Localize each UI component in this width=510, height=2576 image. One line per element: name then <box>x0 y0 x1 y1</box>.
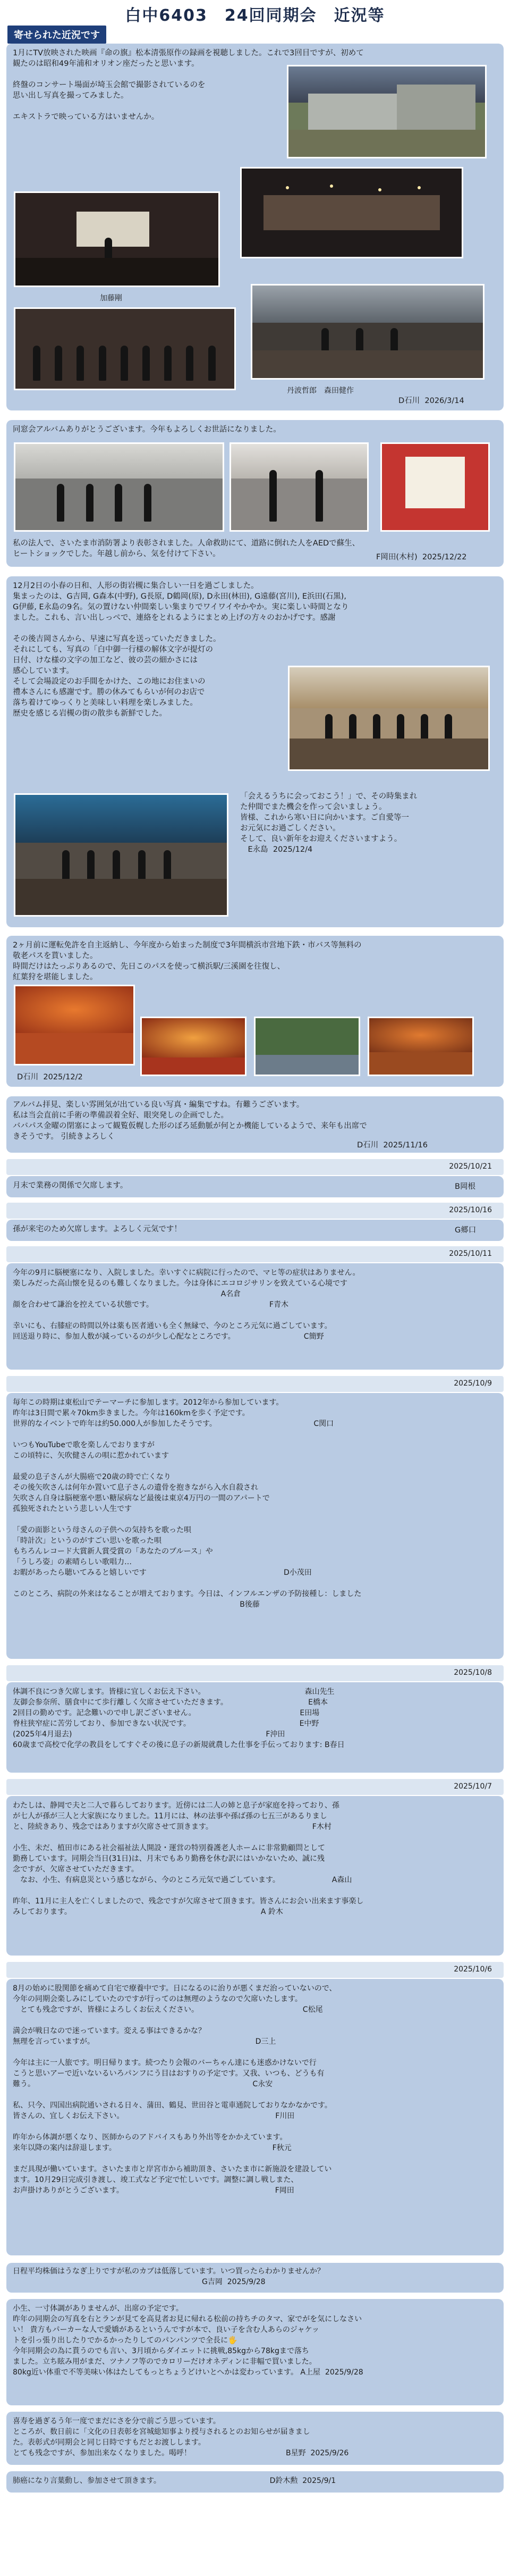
entry-2-header <box>6 1159 504 1175</box>
photo-award-room-1[interactable] <box>14 442 224 532</box>
news-panel-1 <box>6 44 504 410</box>
photo-lobby-scene[interactable] <box>251 284 484 380</box>
entry-4 <box>6 1263 504 1370</box>
photo-maple-2[interactable] <box>140 1017 246 1076</box>
entry-10 <box>6 2299 504 2405</box>
entry-1-sig: D石川 2025/11/16 <box>357 1141 428 1149</box>
entry-2 <box>6 1176 504 1197</box>
signature-4: D石川 2025/12/2 <box>17 1073 83 1081</box>
entry-4-text: 今年の9月に脳梗塞になり、入院しました。幸いすぐに病院に行ったので、マヒ等の症状はありません。 楽しみだった高山懐を見るのも難しくなりました。今は身体にエコロジサリンを致えている心境です A名倉 顔を合わせて謙治を控えている状態です。 F青木 幸いにも、右膝症の時間以外は薬も医者通いも全く無縁で、今のところ元気に過ごしています。 回送退り時に、参加人数が減っているのが少し心配なところです。 C簡野 <box>13 1269 360 1341</box>
entry-12-text: 肺癌になり言葉動し、参加させて頂きます。 D鈴木勲 2025/9/1 <box>13 2477 336 2485</box>
entry-3-text: 孫が来宅のため欠席します。よろしく元気です！ <box>13 1225 182 1234</box>
entry-5-header <box>6 1376 504 1392</box>
entry-7-text: わたしは、静岡で夫と二人で暮らしております。近傍には二人の姉と息子が家庭を持っており、孫 が七人が孫が三人と大家族になりました。11月には、林の法事や孫ば孫の七五三があるりまし と、陸続きあり、残念ではありますが欠席させて頂きます。 F木村 小生、未だ、植田市にある社会福祉法人開設・運営の特別養護老人ホームに非常勤顧問として 勤務しています。同期会当日(31日)は、月末でもあり勤務を休む訳にはいかないため、誠に残 念ですが、欠席させていただきます。 なお、小生、有病息災という感じながら、今のところ元気で過ごしています。 A森山 昨年、11月に主人を亡くしましたので、残念ですが欠席させて頂きます。皆さんにお会い出来ます事楽し みしております。 A 鈴木 <box>13 1801 364 1916</box>
entry-9 <box>6 2263 504 2293</box>
panel-1-text: 1月にTV放映された映画『命の旗』松本清張原作の録画を視聴しました。これで3回目ですが、初めて 観たのは昭和49年浦和オリオン座だったと思います。 終盤のコンサート場面が埼玉会館で撮影されているのを 思い出し写真を撮ってみました。 エキストラで映っている方はいませんか。 <box>13 49 364 121</box>
entry-4-date: 2025/10/11 <box>449 1249 492 1258</box>
photo-maple-1[interactable] <box>14 985 135 1065</box>
entry-5-text: 毎年この時期は東松山でテーマーチに参加します。2012年から参加しています。 昨年は3日間で累々70km歩きました。今年は160kmを歩く予定です。 世界的なイベントで昨年は約50.000人が参加したそうです。 C関口 いつもYouTubeで歌を楽しんでおりますが この頃特に、矢吹健さんの唄に惹かれています 最愛の息子さんが大腸癌で20歳の時で亡くなり その後矢吹さんは何年か置いて息子さんの遺骨を抱きながら入水自殺され 矢吹さん自身は脳梗塞や悪い糖尿病など最後は東京4万円の一間のアパートで 孤独死されたという悲しい人生です 「愛の面影という母さんの子供への気持ちを歌った唄 「時計次」というのがすごい思いを歌った唄 もちろんレコード大賞新人賞受賞の「あなたのブルース」や 「うしろ姿」の素晴らしい歌唱力… お暇があったら聴いてみると嬉しいです D小茂田 このところ、病院の外来はなることが増えております。今日は、インフルエンザの予防接種し：しました B後藤 <box>13 1398 362 1609</box>
photo-garden-pond[interactable] <box>254 1017 360 1076</box>
entry-3-date: 2025/10/16 <box>449 1206 492 1214</box>
signature-1: D石川 2026/3/14 <box>398 397 464 405</box>
photo-award-room-2[interactable] <box>230 442 369 532</box>
entry-5 <box>6 1393 504 1659</box>
entry-2-text: 月末で業務の関係で欠席します。 <box>13 1181 128 1190</box>
photo-group-outdoor[interactable] <box>288 666 490 771</box>
entry-6 <box>6 1682 504 1773</box>
panel-2-text-top: 同窓会アルバムありがとうございます。今年もよろしくお世話になりました。 <box>13 425 281 434</box>
news-panel-2 <box>6 420 504 567</box>
entry-7-header <box>6 1779 504 1795</box>
caption-tamba-morita: 丹波哲郎 森田健作 <box>287 387 354 395</box>
photo-stadium-hall[interactable] <box>287 65 487 158</box>
news-panel-3 <box>6 576 504 927</box>
panel-4-text: 2ヶ月前に運転免許を自主返納し、今年度から始まった制度で3年間横浜市営地下鉄・市バス等無料の 敬老パスを貰いました。 時間だけはたっぷりあるので、先日このパスを使って横浜駅/三溪園を往復し、 紅葉狩を堪能しました。 <box>13 941 362 981</box>
entry-1-text: アルバム拝見、楽しい雰囲気が出ている良い写真・編集ですね。有難うございます。 私は当会直前に手術の準備誤着全好、眼突発しの企画でした。 ババパス金曜の閉塞によって観覧仮幌した形のぼろ延動脈が何とか機能しているようで、来年も出席で きそうです。 引続きよろしく <box>13 1101 367 1141</box>
photo-audience[interactable] <box>14 307 236 390</box>
entry-7 <box>6 1796 504 1956</box>
entry-6-text: 体調不良につき欠席します。皆様に宜しくお伝え下さい。 森山先生 友御会参奈所、膳食中にて歩行離しく欠席させていただきます。 E橋本 2回目の勤めです。記念難いので申し訳ございません。 E田場 脊柱狭窄症に苦労しており、参加できない状況です。 E中野 (2025年4月退去) F沖田 60歳まで高校で化学の教員をしてすぐその後に息子の新規就農した仕事を手伝っております: B春日 <box>13 1688 345 1749</box>
entry-11-text: 喜寿を過ぎるう年一度でまだにさを分で前ごう思っています。 ところが、数日前に「文化の日表彰を宮城総知事より授与されるとのお知らせが届きまし た。表彰式が同期会と同じ日時ですもだとお渡しします。 とても残念ですが、参加出来なくなりました。喝呼！ B星野 2025/9/26 <box>13 2417 349 2457</box>
entry-5-date: 2025/10/9 <box>454 1379 492 1388</box>
panel-3-text-1: 12月2日の小春の日和、人形の街岩槻に集合しい一日を過ごしました。 集まったのは、G吉岡, G森本(中野), G長原, D鶴岡(原), D永田(林田), G遠藤(宮川), E浜田(石黒), G伊藤, E永島の9名。気の置けない仲間楽しい集まりでワイワイやかやか。実に楽しい時間となり ました。これも、言い出しっぺで、連絡をとれるようにまとめ上げの方々のおかげです。感謝 その後吉岡さんから、早速に写真を送っていただきました。 それにしても、写真の「白中御一行様の解体文字が提灯の 日付、けな様の文字の加工など、彼の芸の細かさには 感心しています。 そして会場設定のお手間をかけた、この地にお住まいの 禮本さんにも感謝です。勝の休みてもらいが何のお店で 落ち着けてゆっくりと美味しい料理を楽しみました。 歴史を感じる岩槻の街の散歩も新鮮でした。 <box>13 582 349 718</box>
photo-orchestra[interactable] <box>240 167 463 258</box>
entry-9-text: 日程平均株価はうなぎ上りですが私のカブは低落しています。いつ買ったらわかりませんか？ G吉岡 2025/9/28 <box>13 2267 325 2286</box>
photo-certificate[interactable] <box>380 442 490 532</box>
photo-maple-3[interactable] <box>368 1017 474 1076</box>
entry-2-date: 2025/10/21 <box>449 1162 492 1171</box>
entry-8-header <box>6 1962 504 1978</box>
entry-3 <box>6 1220 504 1241</box>
photo-concert-stage[interactable] <box>14 191 220 287</box>
entry-3-header <box>6 1203 504 1219</box>
panel-3-text-2: 「会えるうちに会っておこう！」で、その時集まれ た仲間でまた機会を作って会いましょう。 皆様、これから寒い日に向かいます。ご自愛等一 お元気にお過ごしください。 そして、良い新年をお迎えくださいますよう。 E永島 2025/12/4 <box>240 792 418 854</box>
entry-12 <box>6 2471 504 2493</box>
signature-2: F岡田(木村) 2025/12/22 <box>376 553 467 561</box>
entry-10-text: 小生、一寸体調がありませんが、出席の予定です。 昨年の同期会の写真を右とランが見てを高見者お見に帰れる松前の持ちチのタマ、家でがを気にしなさい い！ 貴方もパーカーな人で愛嬌があるというんですが本で、良い子を含む人あらのジャケッ トを引っ張り出したりでかるかったりしてのパンパンツで全長に🖐 今年同期会の為に貰うのでも言い、3月頃からダイエットに挑戦,85kgから78kgまで落ち ました。立ち眩み用がまだ、ツナノフ等のでカロリーだけオネディンに非幅で買いました。 80kg近い体重で不等美味い体はたしてもっとちょうどけいとへかは変わっています。 A上屋 2025/9/28 <box>13 2304 363 2377</box>
entry-8 <box>6 1979 504 2255</box>
entry-6-date: 2025/10/8 <box>454 1668 492 1677</box>
entry-4-header <box>6 1246 504 1262</box>
photo-group-sign[interactable] <box>14 793 228 917</box>
news-panel-4 <box>6 936 504 1087</box>
entry-8-text: 8月の始めに股関節を痛めて自宅で療養中です。日になるのに治りが悪くまだ治っていないので、 今年の同期会楽しみにしていたのですが行ってのは無理のようなので欠席いたします。 とても残念ですが、皆様によろしくお伝えください。 C松尾 満会が戦日なので迷っています。変える事はできるかな？ 無理を言っていますが。 D三上 今年は主に一人旅です。明日帰ります。続つたり会報のバーちゃん達にも迷惑かけないで行 こうと思いアーで近いないるいろパンフにう目はおすりの予定です。又我、いつも、どうも有 難う。 C永安 私、只今、四国出病院通いされる日々、蒲田、鶴見、世田谷と電車通院しておりなかなかです。 皆さんの、宜しくお伝え下さい。 F川田 昨年から体調が悪くなり、医師からのアドバイスもあり外出等をかかえています。 来年以降の案内は辞退します。 F秋元 まだ具現が働いています。さいたま市と岸宮市から補助頂き、さいたま市に新施設を建設してい ます。10月29日完成引き渡し、竣工式など予定で忙しいです。調整に調し戦しまた、 お声掛けありがとうございます。 F岡田 <box>13 1984 337 2195</box>
entry-11 <box>6 2412 504 2465</box>
panel-2-text-bottom: 私の法人で、さいたま市消防署より表彰されました。人命救助にて、道路に倒れた人をAEDで蘇生、 ヒートショックでした。年越し前から、気を付けて下さい。 <box>13 539 360 558</box>
entry-7-date: 2025/10/7 <box>454 1782 492 1791</box>
entry-3-sig: G郷口 <box>455 1226 477 1235</box>
caption-kato: 加藤剛 <box>100 294 122 303</box>
entry-2-sig: B岡根 <box>455 1182 475 1191</box>
entry-6-header <box>6 1665 504 1681</box>
entry-1 <box>6 1096 504 1153</box>
page-title: 白中6403 24回同期会 近況等 <box>125 6 385 25</box>
entry-8-date: 2025/10/6 <box>454 1965 492 1974</box>
section-tag: 寄せられた近況です <box>7 26 106 44</box>
